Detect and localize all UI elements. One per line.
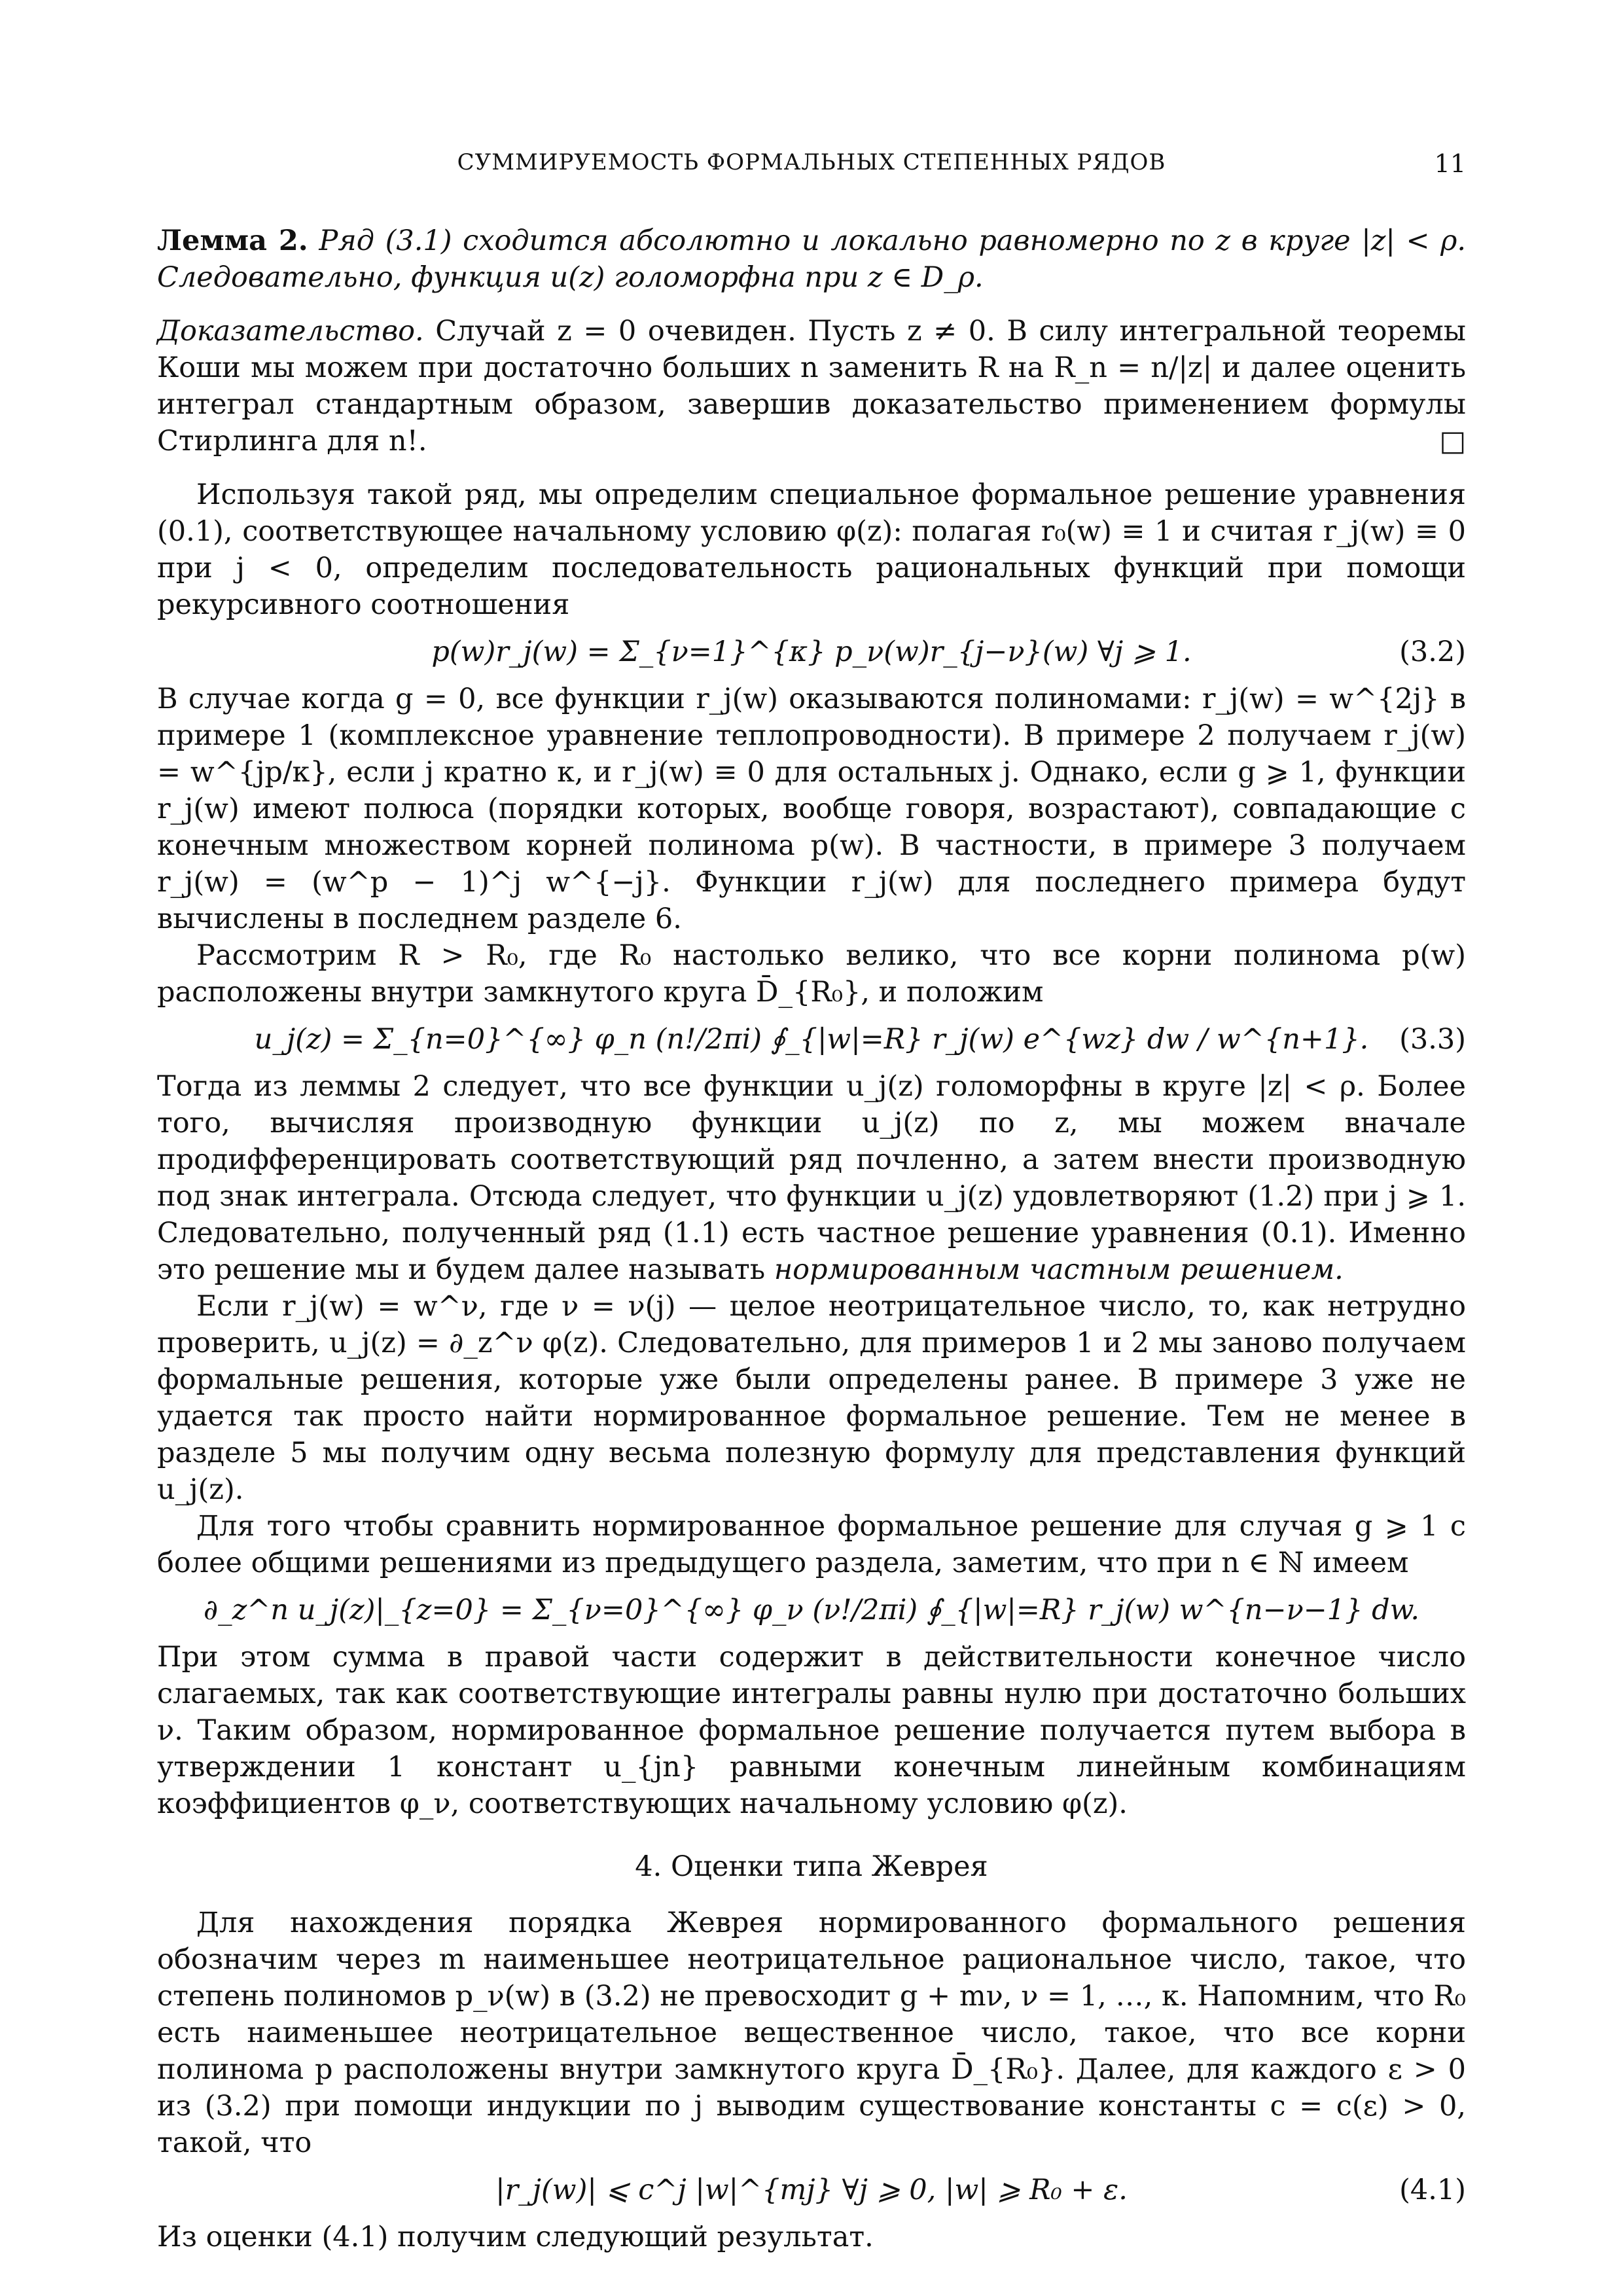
paragraph-3: Рассмотрим R > R₀, где R₀ настолько велико, что все корни полинома p(w) расположены внутри замкнутого круга D̄_{R₀}, и положим [157,939,1466,1009]
main-text [157,223,1466,2255]
qed-symbol: □ [1439,425,1466,457]
paragraph-8: Для нахождения порядка Жеврея нормированного формального решения обозначим через m наименьшее неотрицательное рациональное число, такое, что степень полиномов p_ν(w) в (3.2) не превосходит g + mν, ν = 1, …, κ. Напомним, что R₀ есть наименьшее неотрицательное вещественное число, такое, что все корни полинома p расположены внутри замкнутого круга D̄_{R₀}. Далее, для каждого ε > 0 из (3.2) при помощи индукции по j выводим существование константы c = c(ε) > 0, такой, что [157,1907,1466,2159]
proof-label: Доказательство. [157,315,424,348]
lemma-label: Лемма 2. [157,224,308,257]
paragraph-4-text: Тогда из леммы 2 следует, что все функции u_j(z) голоморфны в круге |z| < ρ. Более того, вычисляя производную функции u_j(z) по z, мы можем вначале продифференцировать соответствующий ряд почленно, а затем внести производную под знак интеграла. Отсюда следует, что функции u_j(z) удовлетворяют (1.2) при j ⩾ 1. Следовательно, полученный ряд (1.1) есть частное решение уравнения (0.1). Именно это решение мы и будем далее называть [157,1070,1466,1286]
page-number: 11 [1434,149,1466,178]
equation-formula: u_j(z) = Σ_{n=0}^{∞} φ_n (n!/2πi) ∮_{|w|=R} r_j(w) e^{wz} dw / w^{n+1}. [254,1023,1369,1056]
section-heading-4: 4. Оценки типа Жеврея [635,1850,988,1883]
running-title: СУММИРУЕМОСТЬ ФОРМАЛЬНЫХ СТЕПЕННЫХ РЯДОВ [457,149,1166,175]
paragraph-9: Из оценки (4.1) получим следующий результат. [157,2221,874,2253]
equation-number: (3.3) [1399,1023,1466,1056]
equation-number: (4.1) [1399,2174,1466,2206]
equation-unnumbered [157,1592,1466,1628]
equation-3-2 [157,634,1466,670]
paragraph-6: Для того чтобы сравнить нормированное формальное решение для случая g ⩾ 1 с более общими решениями из предыдущего раздела, заметим, что при n ∈ ℕ имеем [157,1510,1466,1579]
paragraph-4 [157,1068,1466,1288]
lemma-text: Ряд (3.1) сходится абсолютно и локально равномерно по z в круге |z| < ρ. Следовательно, функция u(z) голоморфна при z ∈ D_ρ. [157,224,1467,294]
proof [157,313,1466,459]
paragraph-4-emphasis: нормированным частным решением. [774,1253,1344,1286]
running-header [157,149,1466,188]
equation-number: (3.2) [1399,636,1466,668]
equation-formula: ∂_z^n u_j(z)|_{z=0} = Σ_{ν=0}^{∞} φ_ν (ν!/2πi) ∮_{|w|=R} r_j(w) w^{n−ν−1} dw. [203,1594,1420,1626]
equation-3-3 [157,1021,1466,1058]
equation-4-1 [157,2172,1466,2208]
lemma-2 [157,223,1466,296]
proof-text: Случай z = 0 очевиден. Пусть z ≠ 0. В силу интегральной теоремы Коши мы можем при достаточно больших n заменить R на R_n = n/|z| и далее оценить интеграл стандартным образом, завершив доказательство применением формулы Стирлинга для n!. [157,315,1466,457]
paragraph-1: Используя такой ряд, мы определим специальное формальное решение уравнения (0.1), соответствующее начальному условию φ(z): полагая r₀(w) ≡ 1 и считая r_j(w) ≡ 0 при j < 0, определим последовательность рациональных функций при помощи рекурсивного соотношения [157,478,1466,621]
equation-formula: p(w)r_j(w) = Σ_{ν=1}^{κ} p_ν(w)r_{j−ν}(w) ∀j ⩾ 1. [431,636,1192,668]
paragraph-2: В случае когда g = 0, все функции r_j(w) оказываются полиномами: r_j(w) = w^{2j} в примере 1 (комплексное уравнение теплопроводности). В примере 2 получаем r_j(w) = w^{jp/κ}, если j кратно κ, и r_j(w) ≡ 0 для остальных j. Однако, если g ⩾ 1, функции r_j(w) имеют полюса (порядки которых, вообще говоря, возрастают), совпадающие с конечным множеством корней полинома p(w). В частности, в примере 3 получаем r_j(w) = (w^p − 1)^j w^{−j}. Функции r_j(w) для последнего примера будут вычислены в последнем разделе 6. [157,683,1466,935]
paragraph-5: Если r_j(w) = w^ν, где ν = ν(j) — целое неотрицательное число, то, как нетрудно проверить, u_j(z) = ∂_z^ν φ(z). Следовательно, для примеров 1 и 2 мы заново получаем формальные решения, которые уже были определены ранее. В примере 3 уже не удается так просто найти нормированное формальное решение. Тем не менее в разделе 5 мы получим одну весьма полезную формулу для представления функций u_j(z). [157,1290,1466,1506]
equation-formula: |r_j(w)| ⩽ c^j |w|^{mj} ∀j ⩾ 0, |w| ⩾ R₀ + ε. [495,2174,1128,2206]
paragraph-7: При этом сумма в правой части содержит в действительности конечное число слагаемых, так как соответствующие интегралы равны нулю при достаточно больших ν. Таким образом, нормированное формальное решение получается путем выбора в утверждении 1 констант u_{jn} равными конечным линейным комбинациям коэффициентов φ_ν, соответствующих начальному условию φ(z). [157,1641,1466,1820]
